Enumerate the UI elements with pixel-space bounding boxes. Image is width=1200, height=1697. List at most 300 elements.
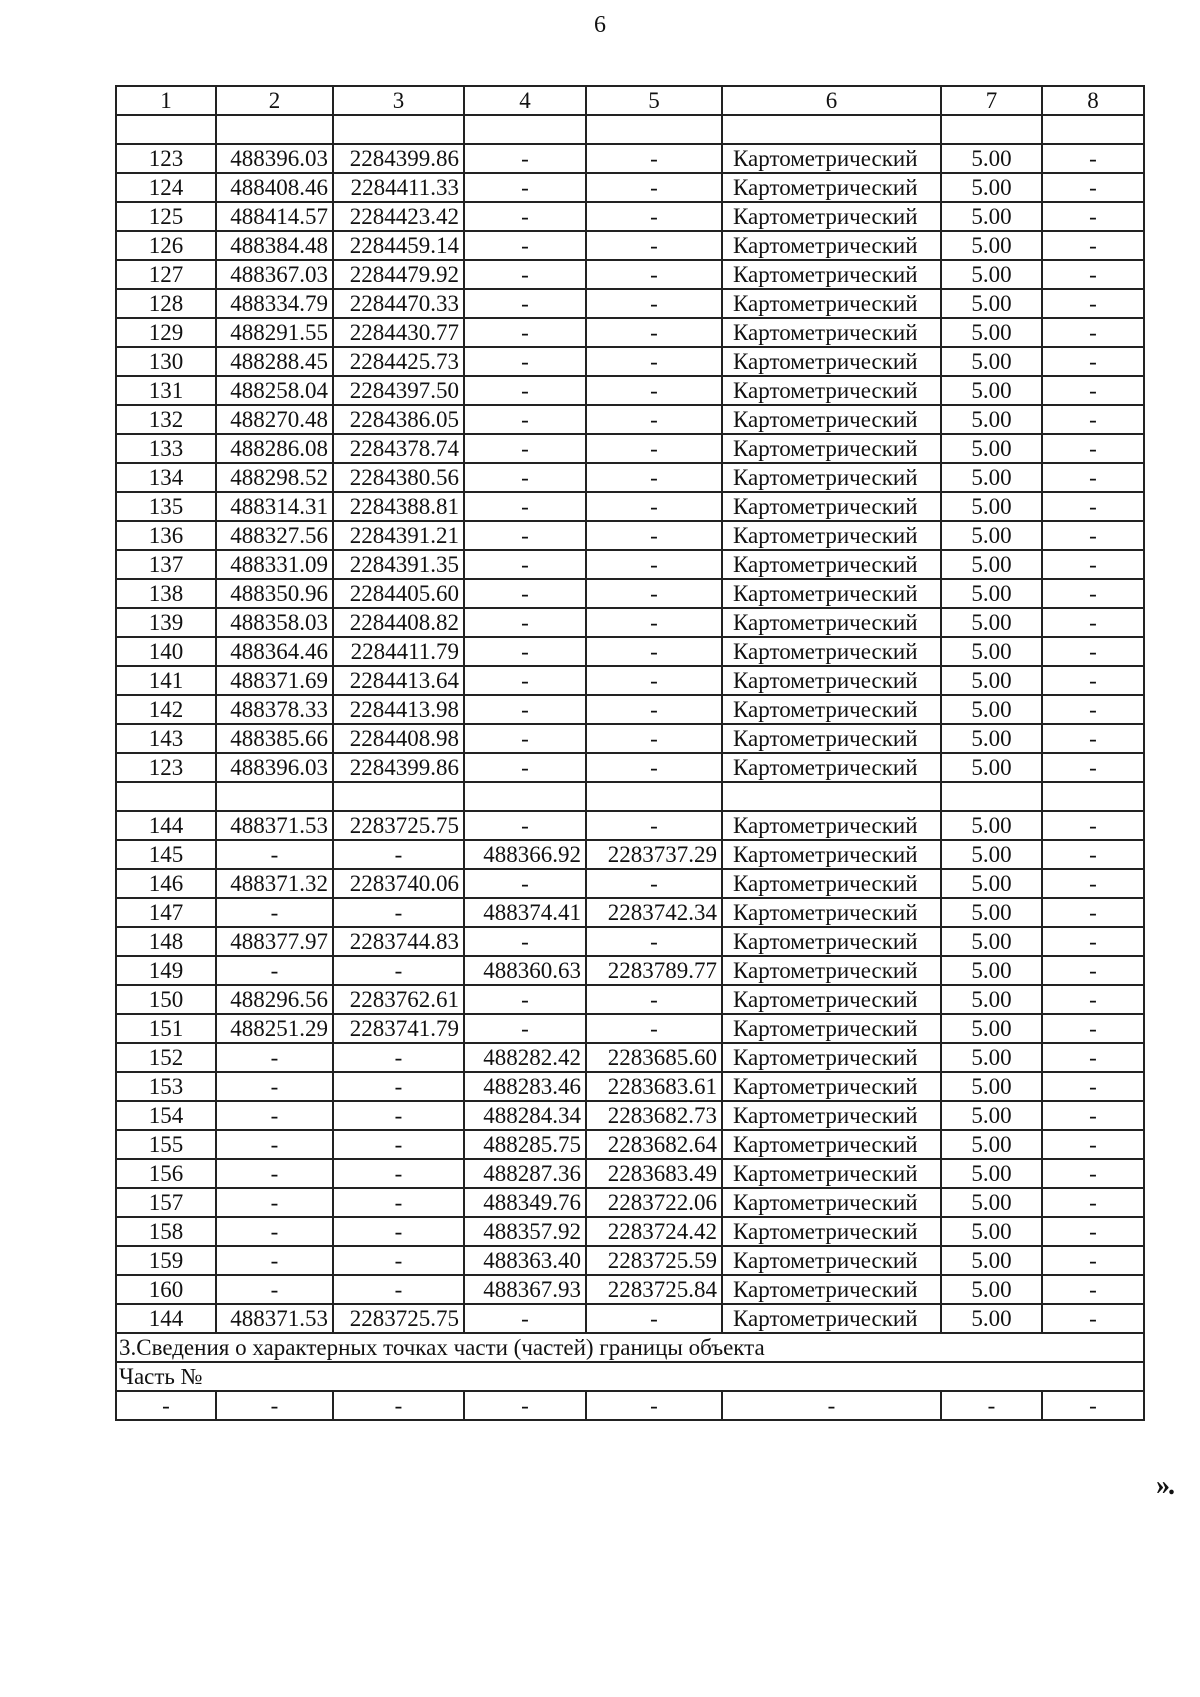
table-cell: 488270.48 <box>216 405 333 434</box>
table-cell <box>116 115 216 144</box>
table-cell: Картометрический <box>722 811 941 840</box>
table-cell: 154 <box>116 1101 216 1130</box>
table-cell: - <box>216 1188 333 1217</box>
table-row <box>116 956 1144 985</box>
table-cell: - <box>586 144 722 173</box>
table-cell: 2283722.06 <box>586 1188 722 1217</box>
table-cell: - <box>464 608 586 637</box>
table-cell: 2284391.35 <box>333 550 464 579</box>
table-cell: Картометрический <box>722 231 941 260</box>
table-cell: - <box>333 1275 464 1304</box>
table-cell: - <box>1042 231 1144 260</box>
table-cell: - <box>586 1304 722 1333</box>
table-cell: 156 <box>116 1159 216 1188</box>
table-cell: - <box>464 695 586 724</box>
table-row <box>116 811 1144 840</box>
table-row <box>116 231 1144 260</box>
table-cell: 5.00 <box>941 376 1042 405</box>
table-cell: - <box>586 434 722 463</box>
table-cell: 123 <box>116 753 216 782</box>
table-cell <box>216 115 333 144</box>
table-cell: 488371.53 <box>216 811 333 840</box>
table-cell: Картометрический <box>722 463 941 492</box>
table-cell: - <box>464 289 586 318</box>
table-row <box>116 1188 1144 1217</box>
table-row <box>116 521 1144 550</box>
table-cell: 134 <box>116 463 216 492</box>
table-cell: - <box>333 1246 464 1275</box>
table-cell: - <box>1042 753 1144 782</box>
table-cell: Картометрический <box>722 1072 941 1101</box>
table-cell: 2283737.29 <box>586 840 722 869</box>
table-cell: - <box>464 231 586 260</box>
table-cell: - <box>586 927 722 956</box>
table-cell: - <box>1042 724 1144 753</box>
table-cell: - <box>333 898 464 927</box>
table-cell: 2284380.56 <box>333 463 464 492</box>
table-cell: - <box>464 202 586 231</box>
table-cell: - <box>464 463 586 492</box>
table-cell: 488282.42 <box>464 1043 586 1072</box>
table-cell: Картометрический <box>722 521 941 550</box>
table-row <box>116 173 1144 202</box>
table-cell <box>116 782 216 811</box>
table-cell: Картометрический <box>722 1101 941 1130</box>
table-cell <box>1042 782 1144 811</box>
table-cell: - <box>586 608 722 637</box>
table-cell: 2283682.64 <box>586 1130 722 1159</box>
table-cell: 2284399.86 <box>333 144 464 173</box>
table-cell: - <box>1042 985 1144 1014</box>
table-cell: 5.00 <box>941 753 1042 782</box>
table-cell: - <box>216 1275 333 1304</box>
table-cell: 2283725.84 <box>586 1275 722 1304</box>
header-row <box>116 86 1144 115</box>
table-cell: - <box>1042 405 1144 434</box>
table-cell: Картометрический <box>722 956 941 985</box>
table-cell: 127 <box>116 260 216 289</box>
table-cell: 2283744.83 <box>333 927 464 956</box>
table-cell: - <box>1042 637 1144 666</box>
table-cell: 147 <box>116 898 216 927</box>
table-cell: - <box>1042 579 1144 608</box>
table-cell: 2284397.50 <box>333 376 464 405</box>
table-cell: - <box>586 173 722 202</box>
table-cell: 5.00 <box>941 260 1042 289</box>
table-cell: 2284425.73 <box>333 347 464 376</box>
table-cell <box>586 782 722 811</box>
table-row <box>116 985 1144 1014</box>
table-cell: 488371.53 <box>216 1304 333 1333</box>
table-cell: - <box>216 1217 333 1246</box>
table-cell: 488334.79 <box>216 289 333 318</box>
section-title: 3.Сведения о характерных точках части (частей) границы объекта <box>116 1333 1144 1362</box>
table-row <box>116 1246 1144 1275</box>
table-cell: - <box>216 1043 333 1072</box>
table-cell: Картометрический <box>722 144 941 173</box>
table-cell: - <box>1042 869 1144 898</box>
table-cell: - <box>464 260 586 289</box>
table-cell: 5.00 <box>941 318 1042 347</box>
table-cell: - <box>586 463 722 492</box>
table-cell: 151 <box>116 1014 216 1043</box>
table-row <box>116 1130 1144 1159</box>
table-cell: Картометрический <box>722 1159 941 1188</box>
table-cell <box>941 115 1042 144</box>
table-cell: - <box>464 173 586 202</box>
table-cell: 488385.66 <box>216 724 333 753</box>
table-cell: 148 <box>116 927 216 956</box>
table-cell: 5.00 <box>941 956 1042 985</box>
table-cell: Картометрический <box>722 1130 941 1159</box>
table-row <box>116 927 1144 956</box>
table-cell: - <box>1042 1304 1144 1333</box>
table-cell: Картометрический <box>722 1188 941 1217</box>
table-cell: 5.00 <box>941 985 1042 1014</box>
table-cell: 488384.48 <box>216 231 333 260</box>
table-cell: 5.00 <box>941 1188 1042 1217</box>
table-row <box>116 492 1144 521</box>
table-cell: 488357.92 <box>464 1217 586 1246</box>
table-cell: 144 <box>116 811 216 840</box>
table-cell: 5.00 <box>941 1275 1042 1304</box>
table-cell: Картометрический <box>722 1275 941 1304</box>
table-cell: - <box>333 1188 464 1217</box>
table-cell: - <box>586 318 722 347</box>
table-cell: 2284386.05 <box>333 405 464 434</box>
table-cell: - <box>1042 1101 1144 1130</box>
table-cell: - <box>586 637 722 666</box>
table-cell: 2283725.75 <box>333 811 464 840</box>
table-cell: - <box>586 869 722 898</box>
page-number: 6 <box>594 12 606 38</box>
table-row <box>116 869 1144 898</box>
table-cell: 5.00 <box>941 898 1042 927</box>
closing-quote-mark: ». <box>1156 1470 1173 1501</box>
table-cell: 124 <box>116 173 216 202</box>
table-cell: 125 <box>116 202 216 231</box>
table-cell: 488414.57 <box>216 202 333 231</box>
header-cell: 5 <box>586 86 722 115</box>
table-cell: - <box>464 550 586 579</box>
table-cell: 488258.04 <box>216 376 333 405</box>
table-cell: - <box>216 840 333 869</box>
table-cell: - <box>586 202 722 231</box>
table-cell: - <box>333 1072 464 1101</box>
table-cell: - <box>1042 144 1144 173</box>
table-cell: 5.00 <box>941 927 1042 956</box>
table-cell: - <box>722 1391 941 1420</box>
table-cell: - <box>1042 260 1144 289</box>
table-cell: - <box>1042 811 1144 840</box>
table-cell: 5.00 <box>941 1304 1042 1333</box>
table-cell: - <box>1042 956 1144 985</box>
table-cell: Картометрический <box>722 347 941 376</box>
table-cell: 2284408.98 <box>333 724 464 753</box>
table-cell <box>464 115 586 144</box>
table-cell: 155 <box>116 1130 216 1159</box>
table-cell: Картометрический <box>722 724 941 753</box>
table-cell: - <box>586 492 722 521</box>
table-cell: - <box>464 521 586 550</box>
table-cell: 488284.34 <box>464 1101 586 1130</box>
header-cell: 6 <box>722 86 941 115</box>
table-cell: - <box>586 405 722 434</box>
table-cell <box>722 782 941 811</box>
table-cell: - <box>216 1072 333 1101</box>
table-cell: 2284399.86 <box>333 753 464 782</box>
table-cell: 2283683.49 <box>586 1159 722 1188</box>
table-cell <box>333 115 464 144</box>
table-row <box>116 115 1144 144</box>
table-cell: 5.00 <box>941 550 1042 579</box>
table-cell: Картометрический <box>722 927 941 956</box>
table-cell: Картометрический <box>722 1246 941 1275</box>
table-cell: - <box>586 260 722 289</box>
table-cell: - <box>464 637 586 666</box>
table-cell: 2284470.33 <box>333 289 464 318</box>
table-cell: 488371.32 <box>216 869 333 898</box>
section-title-row <box>116 1333 1144 1362</box>
table-cell: 146 <box>116 869 216 898</box>
table-cell: - <box>464 724 586 753</box>
table-row <box>116 405 1144 434</box>
table-cell: 488408.46 <box>216 173 333 202</box>
table-cell: 2283742.34 <box>586 898 722 927</box>
table-row <box>116 463 1144 492</box>
table-cell: 141 <box>116 666 216 695</box>
table-cell: - <box>1042 1217 1144 1246</box>
table-cell: 2283740.06 <box>333 869 464 898</box>
table-cell: - <box>464 492 586 521</box>
table-cell: 5.00 <box>941 405 1042 434</box>
header-cell: 8 <box>1042 86 1144 115</box>
table-cell: - <box>464 1304 586 1333</box>
table-cell: 5.00 <box>941 579 1042 608</box>
table-cell: 5.00 <box>941 869 1042 898</box>
header-cell: 7 <box>941 86 1042 115</box>
table-cell: 488251.29 <box>216 1014 333 1043</box>
table-cell: 5.00 <box>941 492 1042 521</box>
table-cell: - <box>1042 347 1144 376</box>
table-row <box>116 260 1144 289</box>
table-cell: - <box>333 1043 464 1072</box>
table-cell: Картометрический <box>722 1217 941 1246</box>
table-row <box>116 637 1144 666</box>
table-cell: 2283685.60 <box>586 1043 722 1072</box>
table-cell: - <box>216 956 333 985</box>
table-cell: 5.00 <box>941 811 1042 840</box>
table-cell: - <box>586 1014 722 1043</box>
table-cell: - <box>464 347 586 376</box>
table-cell: 133 <box>116 434 216 463</box>
table-cell: 128 <box>116 289 216 318</box>
table-cell: 488327.56 <box>216 521 333 550</box>
table-cell: - <box>1042 173 1144 202</box>
table-cell: Картометрический <box>722 318 941 347</box>
table-row <box>116 347 1144 376</box>
table-cell: - <box>464 869 586 898</box>
table-cell: 132 <box>116 405 216 434</box>
table-cell: Картометрический <box>722 289 941 318</box>
table-row <box>116 666 1144 695</box>
table-cell: 5.00 <box>941 695 1042 724</box>
table-cell: 2284413.64 <box>333 666 464 695</box>
table-cell: - <box>1042 434 1144 463</box>
table-cell: 136 <box>116 521 216 550</box>
table-cell: 488367.03 <box>216 260 333 289</box>
table-cell: 5.00 <box>941 637 1042 666</box>
table-cell: 5.00 <box>941 144 1042 173</box>
table-cell: 2283682.73 <box>586 1101 722 1130</box>
table-cell: - <box>333 840 464 869</box>
table-cell: 137 <box>116 550 216 579</box>
table-cell: 153 <box>116 1072 216 1101</box>
table-cell: 5.00 <box>941 202 1042 231</box>
table-cell: - <box>1042 1043 1144 1072</box>
table-cell: - <box>1042 1014 1144 1043</box>
table-cell: 2284479.92 <box>333 260 464 289</box>
table-row <box>116 1304 1144 1333</box>
table-cell: - <box>586 376 722 405</box>
table-cell: 2284430.77 <box>333 318 464 347</box>
table-cell: 152 <box>116 1043 216 1072</box>
table-cell: - <box>333 956 464 985</box>
table-cell: - <box>464 811 586 840</box>
table-row <box>116 1072 1144 1101</box>
table-cell: 130 <box>116 347 216 376</box>
table-row <box>116 753 1144 782</box>
table-cell: 2284391.21 <box>333 521 464 550</box>
table-cell: - <box>586 724 722 753</box>
table-row <box>116 434 1144 463</box>
final-row <box>116 1391 1144 1420</box>
table-cell: - <box>464 405 586 434</box>
table-cell: 144 <box>116 1304 216 1333</box>
table-cell: 158 <box>116 1217 216 1246</box>
table-cell: - <box>333 1159 464 1188</box>
table-cell: 5.00 <box>941 1130 1042 1159</box>
table-cell: 488285.75 <box>464 1130 586 1159</box>
table-cell: - <box>1042 1072 1144 1101</box>
table-cell <box>586 115 722 144</box>
table-cell: - <box>464 318 586 347</box>
table-cell: - <box>941 1391 1042 1420</box>
table-cell: Картометрический <box>722 1043 941 1072</box>
table-cell: - <box>333 1217 464 1246</box>
table-row <box>116 1159 1144 1188</box>
table-cell: 129 <box>116 318 216 347</box>
table-cell: - <box>1042 318 1144 347</box>
table-cell: 488374.41 <box>464 898 586 927</box>
table-cell: 135 <box>116 492 216 521</box>
table-cell: 488296.56 <box>216 985 333 1014</box>
table-cell: - <box>586 1391 722 1420</box>
table-cell: Картометрический <box>722 666 941 695</box>
table-cell: - <box>464 1391 586 1420</box>
table-cell: 5.00 <box>941 1014 1042 1043</box>
table-cell: 488378.33 <box>216 695 333 724</box>
table-cell: - <box>464 144 586 173</box>
table-cell: 488364.46 <box>216 637 333 666</box>
table-cell: 2284411.79 <box>333 637 464 666</box>
table-cell: Картометрический <box>722 202 941 231</box>
table-cell: - <box>464 985 586 1014</box>
table-cell: 2284388.81 <box>333 492 464 521</box>
table-cell: - <box>464 666 586 695</box>
table-cell: - <box>1042 1275 1144 1304</box>
table-row <box>116 1043 1144 1072</box>
table-cell: Картометрический <box>722 1304 941 1333</box>
table-cell <box>1042 115 1144 144</box>
table-cell: 139 <box>116 608 216 637</box>
table-row <box>116 695 1144 724</box>
table-cell: - <box>464 579 586 608</box>
table-cell: 5.00 <box>941 231 1042 260</box>
table-cell: 488396.03 <box>216 144 333 173</box>
table-cell: Картометрический <box>722 753 941 782</box>
table-cell: 2283789.77 <box>586 956 722 985</box>
table-row <box>116 898 1144 927</box>
table-cell: 488314.31 <box>216 492 333 521</box>
table-row <box>116 550 1144 579</box>
table-cell: - <box>1042 289 1144 318</box>
table-cell: - <box>1042 1391 1144 1420</box>
table-cell: 488371.69 <box>216 666 333 695</box>
table-row <box>116 1275 1144 1304</box>
table-cell: Картометрический <box>722 405 941 434</box>
header-cell: 3 <box>333 86 464 115</box>
table-row <box>116 579 1144 608</box>
table-cell: 2284408.82 <box>333 608 464 637</box>
table-cell: 488286.08 <box>216 434 333 463</box>
header-cell: 2 <box>216 86 333 115</box>
table-cell: - <box>1042 666 1144 695</box>
table-cell: 5.00 <box>941 434 1042 463</box>
table-cell: 5.00 <box>941 173 1042 202</box>
table-cell: 2284378.74 <box>333 434 464 463</box>
table-cell: - <box>586 666 722 695</box>
table-cell: 149 <box>116 956 216 985</box>
table-cell: 488283.46 <box>464 1072 586 1101</box>
table-cell: - <box>1042 898 1144 927</box>
part-label-row <box>116 1362 1144 1391</box>
table-cell: - <box>216 1246 333 1275</box>
table-cell: - <box>586 521 722 550</box>
table-row <box>116 318 1144 347</box>
table-row <box>116 1101 1144 1130</box>
table-cell: 5.00 <box>941 347 1042 376</box>
table-cell: - <box>464 753 586 782</box>
table-cell: - <box>216 1101 333 1130</box>
table-cell: 488331.09 <box>216 550 333 579</box>
table-cell: 488298.52 <box>216 463 333 492</box>
table-cell: Картометрический <box>722 492 941 521</box>
part-label: Часть № <box>116 1362 1144 1391</box>
header-cell: 1 <box>116 86 216 115</box>
table-cell: Картометрический <box>722 869 941 898</box>
table-cell: - <box>586 289 722 318</box>
table-cell: Картометрический <box>722 434 941 463</box>
table-cell: 488350.96 <box>216 579 333 608</box>
table-cell <box>333 782 464 811</box>
table-cell: 488367.93 <box>464 1275 586 1304</box>
table-cell: Картометрический <box>722 260 941 289</box>
table-cell: Картометрический <box>722 695 941 724</box>
table-cell: 5.00 <box>941 521 1042 550</box>
table-cell: 5.00 <box>941 608 1042 637</box>
table-row <box>116 1014 1144 1043</box>
